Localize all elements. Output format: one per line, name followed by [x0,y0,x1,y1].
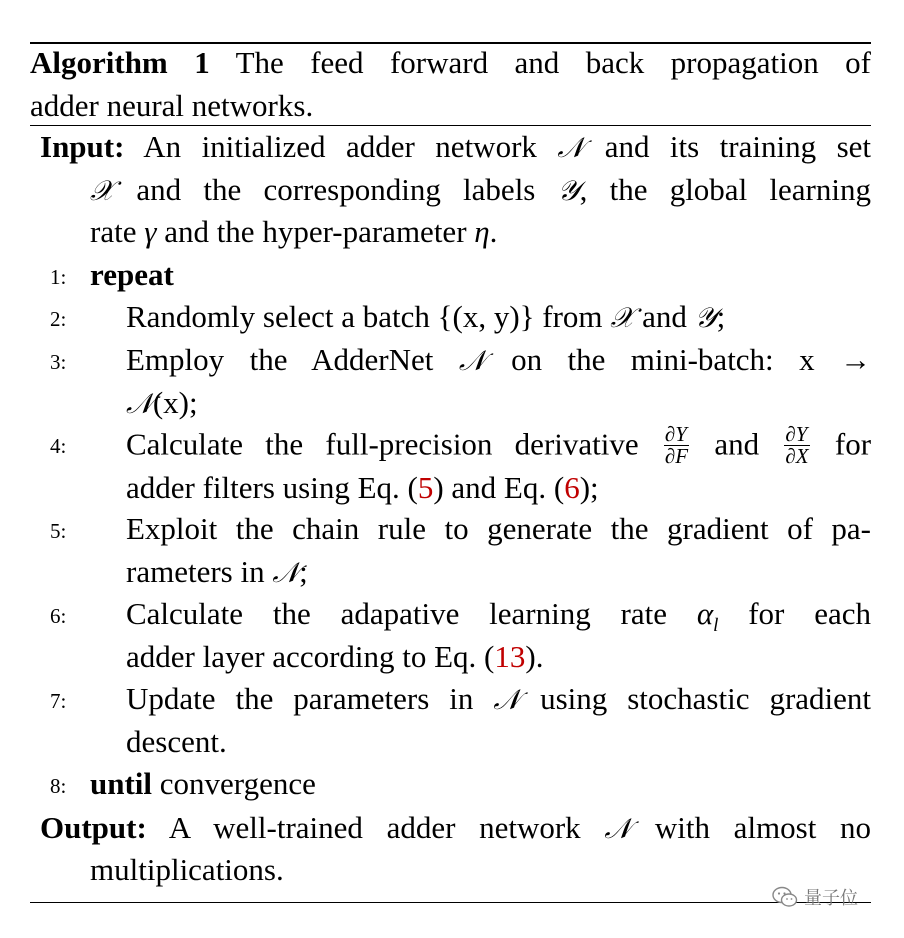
network-symbol: 𝒩 [272,556,300,589]
output-line2: multiplications. [90,852,284,887]
derivative-fraction-f [664,424,689,467]
bottom-rule [30,902,871,903]
algorithm-caption-line2: adder neural networks. [30,88,314,123]
input-line1 [40,129,871,166]
step-text: ; [716,299,726,334]
step-text: Calculate the adapative learning rate [126,596,668,631]
step-text: ); [579,470,599,505]
step-text: rameters in [126,554,265,589]
input-text: , the global learning [579,172,871,207]
step-number: 1: [50,265,67,289]
training-set-symbol: 𝒳 [610,301,635,334]
caption-rule [30,125,871,126]
step-number: 5: [50,519,67,543]
mapping-math: x → [799,342,872,377]
output-text: A well-trained adder network [168,810,581,845]
step-text: and [714,426,760,462]
step-3-line2 [126,385,198,422]
alpha-subscript: l [713,615,719,637]
step-6-line1 [126,596,871,644]
labels-symbol: 𝒴 [557,174,580,207]
input-label: Input: [40,129,125,164]
input-text: and the corresponding labels [136,172,536,207]
step-4-line2 [126,470,599,506]
fraction-denominator: ∂X [785,444,809,468]
step-text: on the mini-batch: [511,342,774,377]
watermark [772,882,882,912]
input-line3 [90,214,497,250]
network-symbol: 𝒩 [604,812,632,845]
wechat-icon [772,886,798,908]
repeat-keyword: repeat [90,257,174,292]
equation-5-link[interactable]: 5 [417,470,434,505]
output-line1 [40,810,871,847]
step-number: 4: [50,434,67,458]
step-text: from [542,299,603,334]
step-7-line2: descent. [126,724,227,759]
network-symbol: 𝒩 [493,683,521,716]
step-text: for [834,426,872,462]
input-line2 [90,172,871,209]
step-text: for each [748,596,871,631]
step-text: ; [299,554,308,589]
watermark-text: 量子位 [804,888,858,909]
gamma-symbol: γ [144,214,157,249]
batch-math: {(x, y)} [437,299,535,334]
input-text: . [489,214,498,249]
step-7-line1 [126,681,871,718]
step-text: adder layer according to Eq. ( [126,639,495,674]
top-rule [30,42,871,44]
step-2 [126,299,725,336]
equation-13-link[interactable]: 13 [494,639,526,674]
step-4-line1 [126,422,872,469]
step-text: adder filters using Eq. ( [126,470,418,505]
step-1 [90,257,174,293]
input-text: and the hyper-parameter [164,214,467,249]
step-text: Update the parameters in [126,681,474,716]
fraction-numerator: ∂Y [664,424,689,446]
input-text: An initialized adder network [143,129,537,164]
step-number: 6: [50,604,67,628]
step-5-line1: Exploit the chain rule to generate the gradient of pa- [126,511,871,546]
input-text: and its training set [604,129,872,164]
step-number: 3: [50,350,67,374]
step-text: using stochastic gradient [540,681,872,716]
step-text: Calculate the full-precision derivative [126,426,639,462]
alpha-base: α [696,596,714,631]
algorithm-caption-line1 [30,45,871,81]
step-3-line1 [126,342,871,379]
step-text: convergence [159,766,316,801]
output-text: with almost no [654,810,872,845]
step-text: and [642,299,687,334]
alpha-symbol [696,596,719,637]
until-keyword: until [90,766,153,801]
step-5-line2 [126,554,308,591]
input-text: rate [90,214,137,249]
step-6-line2 [126,639,543,675]
step-text: ). [525,639,544,674]
training-set-symbol: 𝒳 [90,174,115,207]
labels-symbol: 𝒴 [694,301,717,334]
step-number: 8: [50,774,67,798]
network-symbol: 𝒩 [126,387,153,420]
output-label: Output: [40,810,147,845]
step-text: ) and Eq. ( [433,470,565,505]
network-symbol: 𝒩 [458,344,486,377]
fraction-denominator: ∂F [664,444,689,468]
network-symbol: 𝒩 [557,131,585,164]
algorithm-label: Algorithm 1 [30,45,210,80]
step-text: (x); [152,385,198,420]
step-number: 7: [50,689,67,713]
equation-6-link[interactable]: 6 [564,470,580,505]
eta-symbol: η [474,214,490,249]
algorithm-caption-text: The feed forward and back propagation of [235,45,871,80]
step-number: 2: [50,307,67,331]
derivative-fraction-x [784,424,809,467]
step-text: Randomly select a batch [126,299,430,334]
fraction-numerator: ∂Y [784,424,809,446]
step-text: Employ the AdderNet [126,342,434,377]
step-8 [90,766,316,802]
